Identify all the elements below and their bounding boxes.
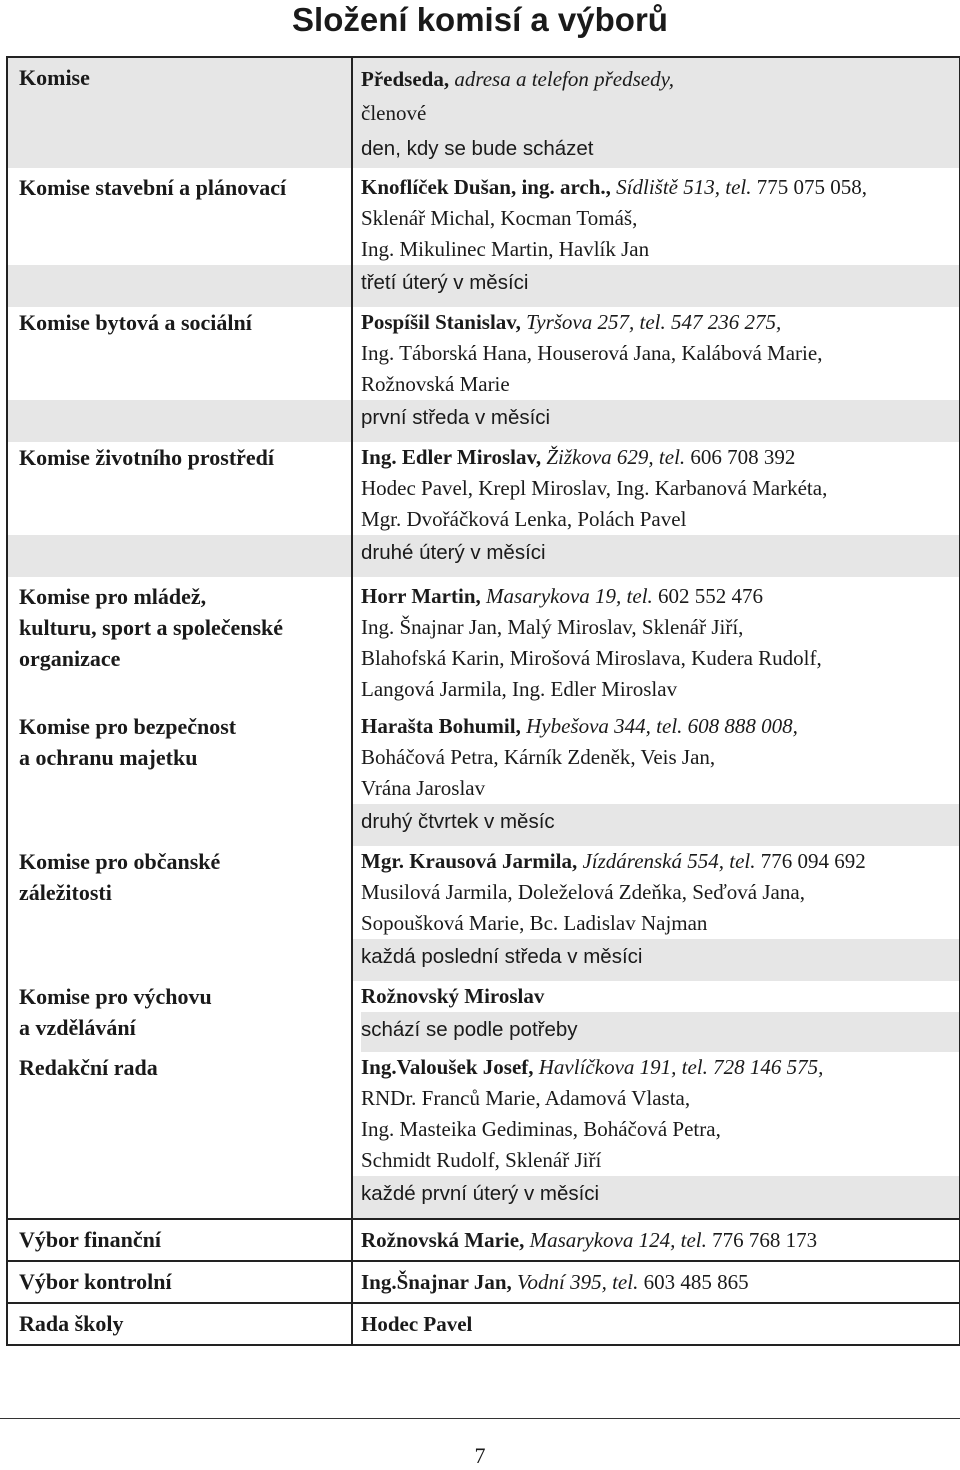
header-meeting-label: den, kdy se bude scházet bbox=[361, 137, 594, 160]
members-line: Ing. Masteika Gediminas, Boháčová Petra, bbox=[361, 1117, 721, 1141]
chair-address: Masarykova 19, tel. bbox=[486, 584, 653, 608]
committee-name-line: a ochranu majetku bbox=[19, 745, 198, 770]
table-row bbox=[7, 168, 960, 265]
meeting-row bbox=[7, 265, 960, 307]
table-row bbox=[7, 1303, 960, 1345]
chair-phone: 606 708 392 bbox=[690, 445, 796, 469]
table-row bbox=[7, 711, 960, 804]
chair-name: Harašta Bohumil, bbox=[361, 714, 521, 738]
header-committee-cell bbox=[7, 57, 352, 168]
committee-name: Výbor finanční bbox=[19, 1227, 162, 1252]
chair-name: Horr Martin, bbox=[361, 584, 481, 608]
meeting-schedule: třetí úterý v měsíci bbox=[361, 271, 529, 294]
members-line: Ing. Táborská Hana, Houserová Jana, Kalábová Marie, bbox=[361, 341, 823, 365]
chair-address: Žižkova 629, tel. bbox=[546, 445, 686, 469]
members-line: Musilová Jarmila, Doleželová Zdeňka, Seďová Jana, bbox=[361, 880, 805, 904]
committee-details-cell bbox=[352, 1261, 960, 1303]
committee-name-line: organizace bbox=[19, 646, 121, 671]
footer-divider bbox=[0, 1418, 960, 1419]
committee-details-cell bbox=[352, 442, 960, 535]
chair-line bbox=[361, 307, 959, 338]
chair-name: Mgr. Krausová Jarmila, bbox=[361, 849, 578, 873]
committee-details-cell bbox=[352, 1303, 960, 1345]
header-address-label: adresa a telefon předsedy, bbox=[454, 67, 675, 91]
committee-details-cell bbox=[352, 1052, 960, 1176]
meeting-row bbox=[7, 1176, 960, 1219]
committee-name-cell bbox=[7, 711, 352, 804]
members-line: Vrána Jaroslav bbox=[361, 776, 486, 800]
chair-name: Pospíšil Stanislav, bbox=[361, 310, 521, 334]
chair-line bbox=[361, 1262, 959, 1302]
members-line: Rožnovská Marie bbox=[361, 372, 510, 396]
meeting-schedule: schází se podle potřeby bbox=[361, 1012, 959, 1052]
committee-name-line: a vzdělávání bbox=[19, 1015, 136, 1040]
members-line: Hodec Pavel, Krepl Miroslav, Ing. Karbanová Markéta, bbox=[361, 476, 828, 500]
chair-address: Jízdárenská 554, tel. bbox=[582, 849, 756, 873]
chair-name: Knoflíček Dušan, ing. arch., bbox=[361, 175, 611, 199]
table-row bbox=[7, 1052, 960, 1176]
chair-address: Sídliště 513, tel. bbox=[616, 175, 752, 199]
committee-name-cell bbox=[7, 1261, 352, 1303]
chair-name: Ing. Edler Miroslav, bbox=[361, 445, 542, 469]
chair-phone: 547 236 275, bbox=[671, 310, 782, 334]
page-title: Složení komisí a výborů bbox=[292, 1, 668, 38]
committee-name-cell bbox=[7, 1052, 352, 1176]
chair-line bbox=[361, 168, 959, 203]
chair-name: Hodec Pavel bbox=[361, 1312, 473, 1336]
members-line: Mgr. Dvořáčková Lenka, Polách Pavel bbox=[361, 507, 687, 531]
meeting-schedule: každá poslední středa v měsíci bbox=[361, 945, 643, 968]
committee-name-cell bbox=[7, 168, 352, 265]
chair-name: Rožnovský Miroslav bbox=[361, 984, 545, 1008]
members-line: Boháčová Petra, Kárník Zdeněk, Veis Jan, bbox=[361, 745, 716, 769]
table-row bbox=[7, 981, 960, 1052]
chair-name: Rožnovská Marie, bbox=[361, 1228, 525, 1252]
chair-address: Vodní 395, tel. bbox=[517, 1270, 639, 1294]
committee-name-cell bbox=[7, 1219, 352, 1261]
committee-name-line: Komise pro občanské bbox=[19, 849, 221, 874]
page-number: 7 bbox=[474, 1443, 486, 1468]
members-line: Sklenář Michal, Kocman Tomáš, bbox=[361, 206, 638, 230]
table-row bbox=[7, 577, 960, 711]
table-row bbox=[7, 307, 960, 400]
chair-name: Ing.Šnajnar Jan, bbox=[361, 1270, 512, 1294]
chair-line bbox=[361, 1052, 959, 1083]
chair-name: Ing.Valoušek Josef, bbox=[361, 1055, 534, 1079]
committee-name-cell bbox=[7, 846, 352, 939]
committee-name: Rada školy bbox=[19, 1311, 124, 1336]
committee-details-cell bbox=[352, 577, 960, 711]
chair-address: Masarykova 124, tel. bbox=[529, 1228, 707, 1252]
chair-phone: 608 888 008, bbox=[687, 714, 798, 738]
committee-name-cell bbox=[7, 442, 352, 535]
header-members-label: členové bbox=[361, 101, 427, 125]
committee-details-cell bbox=[352, 981, 960, 1052]
members-line: Ing. Mikulinec Martin, Havlík Jan bbox=[361, 237, 650, 261]
committee-name: Komise stavební a plánovací bbox=[19, 175, 287, 200]
chair-line bbox=[361, 1304, 959, 1344]
header-chair-label: Předseda, bbox=[361, 67, 450, 91]
committee-details-cell bbox=[352, 846, 960, 939]
members-line: RNDr. Franců Marie, Adamová Vlasta, bbox=[361, 1086, 691, 1110]
chair-phone: 776 768 173 bbox=[712, 1228, 818, 1252]
chair-phone: 602 552 476 bbox=[658, 584, 764, 608]
committees-table bbox=[6, 56, 960, 1346]
committee-name-line: záležitosti bbox=[19, 880, 112, 905]
committee-details-cell bbox=[352, 307, 960, 400]
committee-name-cell bbox=[7, 1303, 352, 1345]
chair-phone: 603 485 865 bbox=[643, 1270, 749, 1294]
members-line: Ing. Šnajnar Jan, Malý Miroslav, Sklenář Jiří, bbox=[361, 615, 744, 639]
committee-details-cell bbox=[352, 711, 960, 804]
table-row bbox=[7, 1219, 960, 1261]
meeting-schedule: druhý čtvrtek v měsíc bbox=[361, 810, 555, 833]
committee-name-line: Komise pro mládež, bbox=[19, 584, 207, 609]
committee-details-cell bbox=[352, 1219, 960, 1261]
chair-line bbox=[361, 846, 959, 877]
members-line: Schmidt Rudolf, Sklenář Jiří bbox=[361, 1148, 602, 1172]
chair-line bbox=[361, 981, 959, 1012]
committee-name-cell bbox=[7, 981, 352, 1052]
chair-line bbox=[361, 1220, 959, 1260]
committee-name-line: Komise pro výchovu bbox=[19, 984, 212, 1009]
committee-name: Komise životního prostředí bbox=[19, 445, 275, 470]
committee-name: Redakční rada bbox=[19, 1055, 158, 1080]
table-row bbox=[7, 442, 960, 535]
committee-name-cell bbox=[7, 307, 352, 400]
committee-name-line: Komise pro bezpečnost bbox=[19, 714, 237, 739]
table-row bbox=[7, 1261, 960, 1303]
chair-address: Tyršova 257, tel. bbox=[526, 310, 666, 334]
meeting-row bbox=[7, 804, 960, 846]
header-chair-line bbox=[361, 58, 959, 96]
chair-address: Hybešova 344, tel. bbox=[526, 714, 683, 738]
committee-name: Komise bytová a sociální bbox=[19, 310, 252, 335]
chair-phone: 776 094 692 bbox=[760, 849, 866, 873]
committee-name-cell bbox=[7, 577, 352, 711]
committee-details-cell bbox=[352, 168, 960, 265]
meeting-row bbox=[7, 535, 960, 577]
chair-line bbox=[361, 442, 959, 473]
meeting-row bbox=[7, 939, 960, 981]
table-row bbox=[7, 846, 960, 939]
committee-name: Výbor kontrolní bbox=[19, 1269, 172, 1294]
committee-name-line: kulturu, sport a společenské bbox=[19, 615, 284, 640]
members-line: Blahofská Karin, Mirošová Miroslava, Kudera Rudolf, bbox=[361, 646, 822, 670]
chair-address: Havlíčkova 191, tel. bbox=[538, 1055, 708, 1079]
meeting-schedule: první středa v měsíci bbox=[361, 406, 551, 429]
header-details-cell bbox=[352, 57, 960, 168]
chair-line bbox=[361, 577, 959, 612]
members-line: Sopoušková Marie, Bc. Ladislav Najman bbox=[361, 911, 708, 935]
chair-phone: 775 075 058, bbox=[756, 175, 867, 199]
meeting-schedule: druhé úterý v měsíci bbox=[361, 541, 546, 564]
meeting-schedule: každé první úterý v měsíci bbox=[361, 1182, 600, 1205]
table-header-row bbox=[7, 57, 960, 168]
chair-phone: 728 146 575, bbox=[713, 1055, 824, 1079]
header-committee-label: Komise bbox=[19, 65, 90, 90]
meeting-row bbox=[7, 400, 960, 442]
chair-line bbox=[361, 711, 959, 742]
members-line: Langová Jarmila, Ing. Edler Miroslav bbox=[361, 677, 678, 701]
